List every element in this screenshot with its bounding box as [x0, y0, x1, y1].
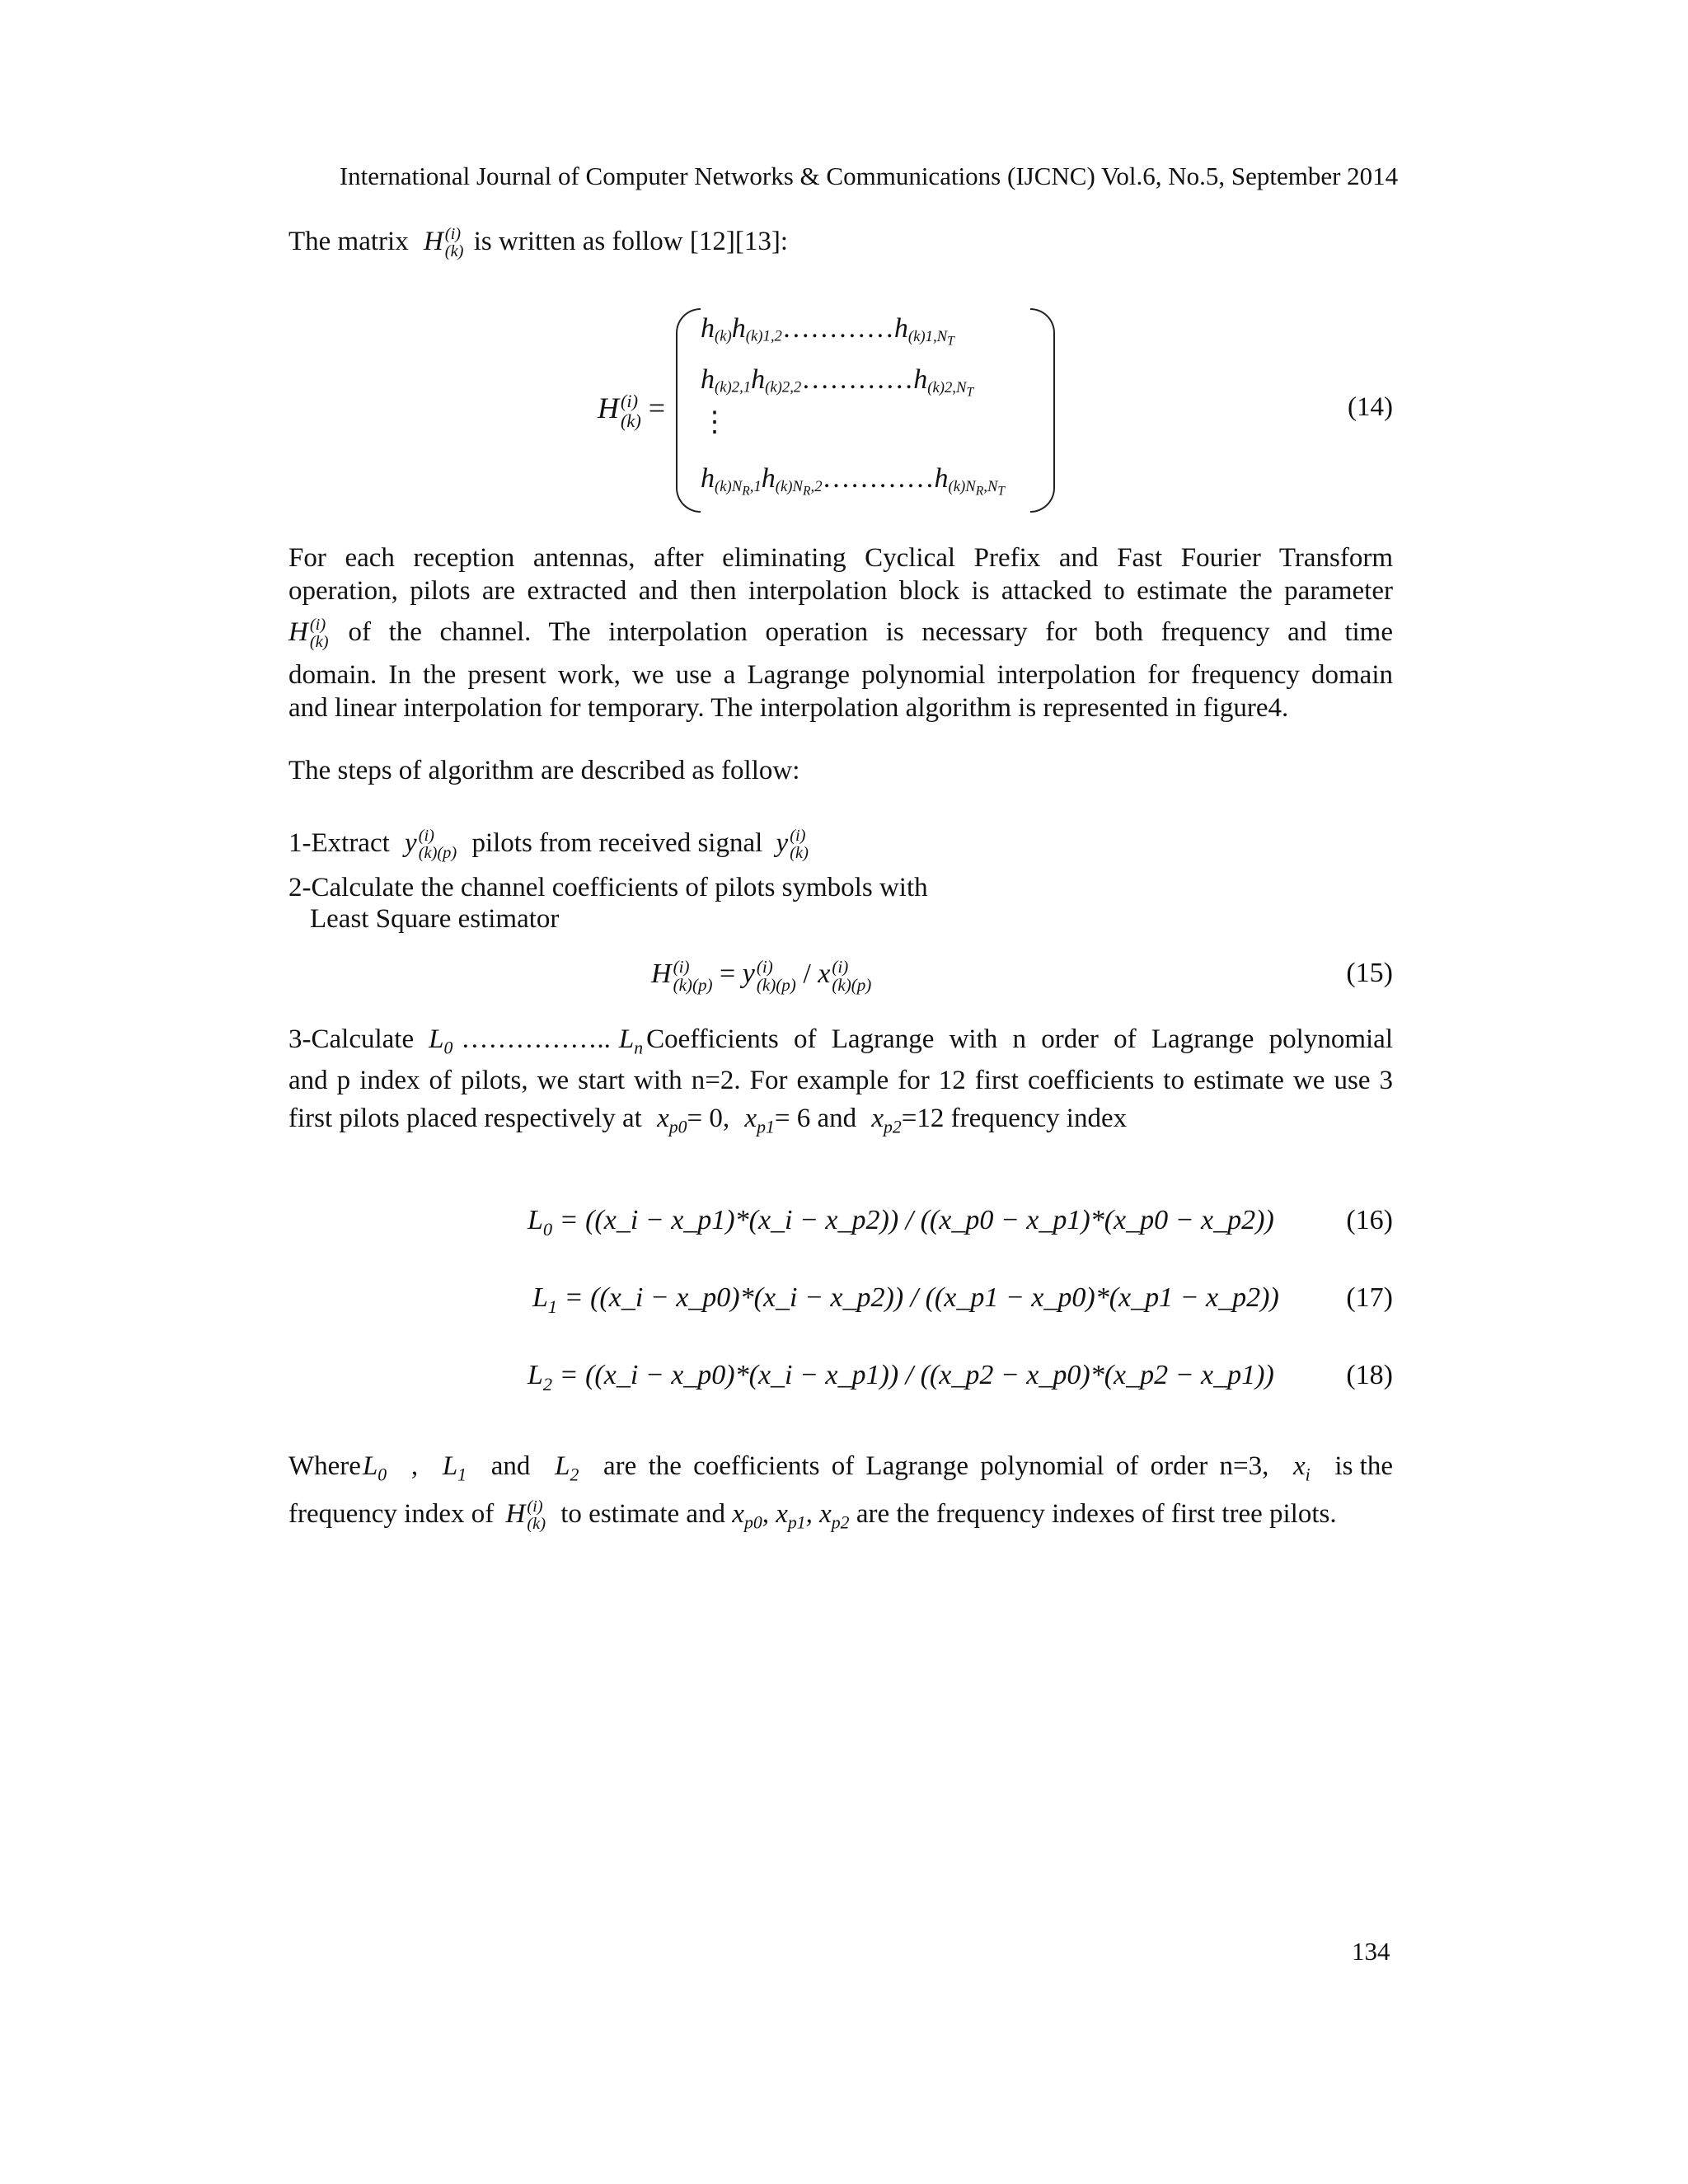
channel-matrix	[676, 308, 1055, 514]
steps-intro: The steps of algorithm are described as follow:	[288, 756, 800, 785]
running-head: International Journal of Computer Networks & Communications (IJCNC) Vol.6, No.5, September 2014	[339, 162, 1399, 190]
eq16-number: (16)	[1346, 1205, 1393, 1235]
pilot-1-value: = 6 and	[774, 1104, 857, 1133]
paragraph-1-line-5: and linear interpolation for temporary. The interpolation algorithm is represented in figure4.	[288, 693, 1289, 723]
signal-symbol-y: y (i) (k)	[776, 826, 809, 863]
eq14-number: (14)	[1348, 392, 1393, 422]
intro-before: The matrix	[288, 227, 409, 256]
step-3-line-2: and p index of pilots, we start with n=2. For example for 12 first coefficients to estimate we use 3	[288, 1066, 1393, 1095]
page-number: 134	[1352, 1937, 1390, 1966]
closing-comma: ,	[410, 1451, 419, 1481]
eq16-body: $L_0$ = ((x_i − x_p1)*(x_i − x_p2)) / ((x_p0 − x_p1)*(x_p0 − x_p2))	[528, 1205, 1274, 1240]
step-2-line-1: 2-Calculate the channel coefficients of pilots symbols with	[288, 873, 928, 902]
equation-15	[288, 958, 1393, 1007]
pilot-2-value: =12 frequency index	[901, 1104, 1128, 1133]
step-3-text: Coefficients of Lagrange with n order of Lagrange polynomial	[646, 1024, 1393, 1054]
matrix-vdots: ⋮	[701, 407, 729, 438]
equation-17	[288, 1282, 1393, 1332]
eq15-body: H (i) (k)(p) = y (i) (k)(p) / x (i) (k)(p)	[651, 957, 872, 996]
step-3-line-1: 3-Calculate $L_0$ …………….. $L_n$ Coefficients of Lagrange with n order of Lagrange polynomial	[288, 1019, 1393, 1069]
closing-line-1: WhereL$_0$ , $L_1$ and $L_2$ are the coefficients of Lagrange polynomial of order n=3, $x_i$ is the	[288, 1446, 1393, 1496]
step-1	[288, 823, 1393, 864]
step-1-text: pilots from received signal	[471, 828, 763, 858]
pilot-0-value: = 0,	[687, 1104, 730, 1133]
equation-18	[288, 1360, 1393, 1409]
intro-after: is written as follow [12][13]:	[473, 227, 788, 256]
step-3-dots: ……………..	[461, 1024, 611, 1054]
closing-line-2-text: frequency index of	[288, 1499, 495, 1529]
eq17-body: $L_1$ = ((x_i − x_p0)*(x_i − x_p2)) / ((x_p1 − x_p0)*(x_p1 − x_p2))	[532, 1282, 1279, 1317]
eq17-number: (17)	[1346, 1282, 1393, 1313]
closing-line-2-end: are the frequency indexes of first tree pilots.	[856, 1499, 1337, 1529]
matrix-left-bracket	[676, 308, 701, 513]
matrix-row-n: $h(k)N_R,1h(k)N_R,2\dots\dots\dots\dots h(k)N_R,N_T$	[701, 463, 1006, 499]
step-2-line-2: Least Square estimator	[310, 904, 560, 934]
eq18-number: (18)	[1346, 1360, 1393, 1390]
closing-where: Where	[288, 1451, 361, 1481]
step-1-label: 1-Extract	[288, 828, 390, 858]
matrix-symbol-H: H (i) (k)	[423, 224, 464, 261]
paragraph-1-line-2: operation, pilots are extracted and then interpolation block is attacked to estimate the parameter	[288, 576, 1393, 606]
eq16-text: = ((x_i − x_p1)*(x_i − x_p2)) / ((x_p0 − x_p1)*(x_p0 − x_p2))	[559, 1205, 1274, 1235]
eq17-text: = ((x_i − x_p0)*(x_i − x_p2)) / ((x_p1 − x_p0)*(x_p1 − x_p2))	[564, 1282, 1279, 1313]
paragraph-1-line-3-row	[288, 612, 1393, 653]
intro-line	[288, 221, 1393, 262]
eq18-body: $L_2$ = ((x_i − x_p0)*(x_i − x_p1)) / ((x_p2 − x_p0)*(x_p2 − x_p1))	[528, 1360, 1274, 1394]
eq15-number: (15)	[1346, 958, 1393, 988]
param-symbol-H: H (i) (k)	[288, 615, 329, 652]
paragraph-1-line-4: domain. In the present work, we use a Lagrange polynomial interpolation for frequency domain	[288, 660, 1393, 690]
closing-line-1-end: is the	[1334, 1451, 1393, 1481]
closing-line-2-mid: to estimate and	[560, 1499, 726, 1529]
matrix-right-bracket	[1030, 308, 1055, 513]
step-3-line-3: first pilots placed respectively at $x_{p0}= 0$, $x_{p1}= 6$ and $x_{p2}=12$ frequency index	[288, 1104, 1128, 1137]
paragraph-1-line-1: For each reception antennas, after eliminating Cyclical Prefix and Fast Fourier Transform	[288, 543, 1393, 573]
closing-line-1-text: are the coefficients of Lagrange polynomial of order n=3,	[603, 1451, 1269, 1481]
paragraph-1-line-3: of the channel. The interpolation operation is necessary for both frequency and time	[348, 617, 1393, 647]
step-3-line-3-text: first pilots placed respectively at	[288, 1104, 642, 1133]
step-3-label: 3-Calculate	[288, 1024, 415, 1054]
equation-16	[288, 1205, 1393, 1254]
closing-symbol-H: H (i) (k)	[505, 1497, 546, 1534]
closing-and: and	[490, 1451, 531, 1481]
matrix-row-2: $h(k)2,1h(k)2,2\dots\dots\dots\dots h(k)2,N_T$	[701, 364, 974, 400]
pilot-symbol-y: y (i) (k)(p)	[405, 826, 457, 863]
eq18-text: = ((x_i − x_p0)*(x_i − x_p1)) / ((x_p2 − x_p0)*(x_p2 − x_p1))	[559, 1360, 1274, 1390]
matrix-row-1: $h(k)h(k)1,2\dots\dots\dots\dots h(k)1,N_T$	[701, 313, 954, 349]
eq14-lhs: H (i) (k) =	[598, 391, 666, 431]
closing-line-2: frequency index of H (i) (k) to estimate and $x_{p0}$, $x_{p1}$, $x_{p2}$ are the frequency indexes of first tree pilots.	[288, 1493, 1393, 1544]
